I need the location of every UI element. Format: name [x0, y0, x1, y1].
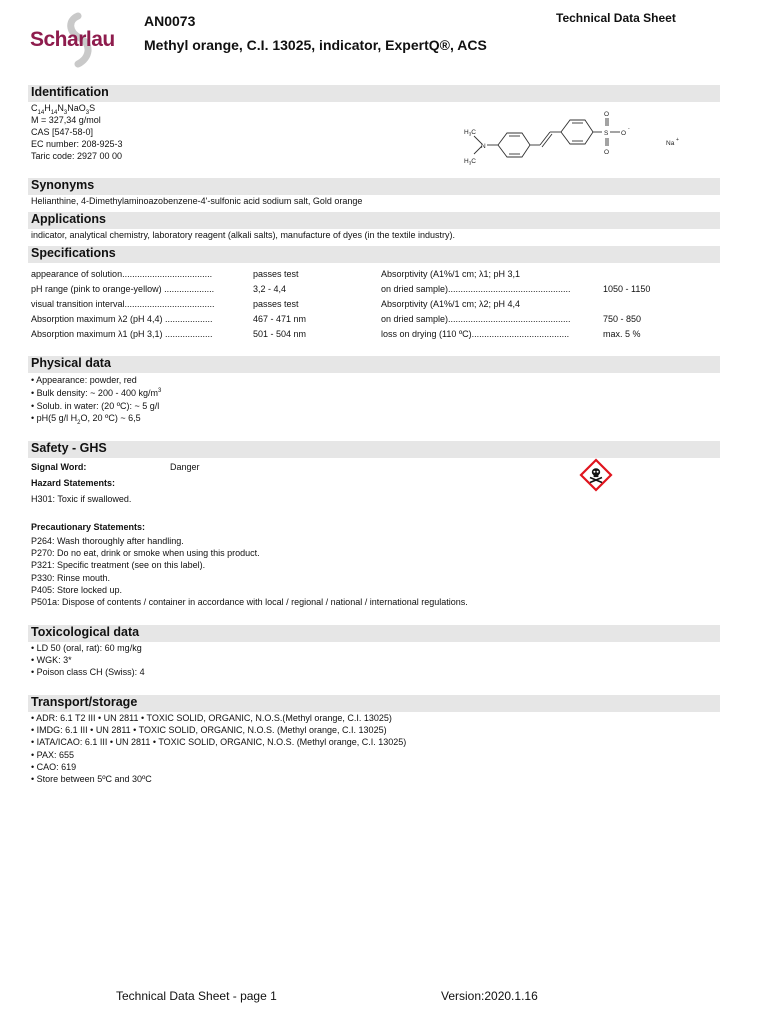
taric-code: Taric code: 2927 00 00	[31, 151, 123, 161]
list-item: P501a: Dispose of contents / container in accordance with local / regional / national / international regulations.	[31, 597, 468, 608]
list-item: P330: Rinse mouth.	[31, 572, 111, 583]
spec-label: on dried sample).................................................	[381, 314, 571, 324]
spec-value: max. 5 %	[603, 329, 641, 339]
document-type: Technical Data Sheet	[556, 11, 676, 25]
list-item: • WGK: 3*	[31, 655, 72, 666]
spec-label: Absorptivity (A1%/1 cm; λ1; pH 3,1	[381, 269, 521, 279]
label-plus: +	[676, 137, 679, 143]
list-item: • LD 50 (oral, rat): 60 mg/kg	[31, 643, 142, 653]
molecular-formula: $C_{14}H_{14}N_3NaO_3S$	[31, 103, 96, 116]
ghs-skull-crossbones-icon	[579, 458, 613, 492]
section-title: Specifications	[31, 246, 116, 260]
spec-value: 501 - 504 nm	[253, 329, 307, 339]
list-item: P405: Store locked up.	[31, 584, 123, 595]
list-item: P264: Wash thoroughly after handling.	[31, 536, 184, 546]
toxicological-list	[31, 642, 145, 679]
section-physical-data	[28, 356, 720, 373]
label-n: N	[481, 143, 486, 150]
section-title: Synonyms	[31, 178, 95, 192]
label-h3c: H	[464, 158, 469, 165]
section-toxicological-data	[28, 625, 720, 642]
section-title: Identification	[31, 85, 109, 99]
section-synonyms	[28, 178, 720, 195]
signal-word-label: Signal Word:	[31, 462, 87, 472]
scharlau-logo	[30, 12, 132, 68]
hazard-statements	[31, 493, 131, 505]
label-na: Na	[666, 140, 675, 147]
transport-list	[31, 712, 406, 785]
chemical-structure	[460, 104, 720, 170]
list-item: • PAX: 655	[31, 749, 75, 760]
label-o: O	[621, 130, 627, 137]
precautionary-statements-label: Precautionary Statements:	[31, 522, 146, 532]
ec-number: EC number: 208-925-3	[31, 139, 123, 149]
physical-bulk-density: • Bulk density: ~ 200 - 400 $kg/m^3$	[31, 388, 162, 398]
physical-ph: • pH(5 g/l $H_2O$, 20 ºC) ~ 6,5	[31, 413, 141, 426]
list-item: • IMDG: 6.1 III • UN 2811 • TOXIC SOLID, ORGANIC, N.O.S. (Methyl orange, C.I. 13025)	[31, 725, 387, 736]
spec-value: passes test	[253, 299, 299, 309]
section-safety-ghs	[28, 441, 720, 458]
spec-label: pH range (pink to orange-yellow) ....................	[31, 284, 215, 294]
spec-value: 467 - 471 nm	[253, 314, 307, 324]
spec-label: Absorptivity (A1%/1 cm; λ2; pH 4,4	[381, 299, 521, 309]
precautionary-statements	[31, 535, 468, 608]
physical-appearance: • Appearance: powder, red	[31, 375, 137, 385]
label-o: O	[604, 111, 610, 118]
physical-solubility: • Solub. in water: (20 ºC): ~ 5 g/l	[31, 401, 160, 411]
applications-text: indicator, analytical chemistry, laboratory reagent (alkali salts), manufacture of dyes (in the textile industry).	[31, 230, 456, 240]
spec-value: 3,2 - 4,4	[253, 284, 287, 294]
synonyms-text: Helianthine, 4-Dimethylaminoazobenzene-4'-sulfonic acid sodium salt, Gold orange	[31, 196, 363, 206]
list-item: • CAO: 619	[31, 761, 77, 772]
section-title: Physical data	[31, 356, 111, 370]
cas-number: CAS [547-58-0]	[31, 127, 94, 137]
label-minus: -	[628, 126, 630, 132]
spec-value: passes test	[253, 269, 299, 279]
brand-name: Scharlau	[30, 28, 115, 51]
section-applications	[28, 212, 720, 229]
spec-label: appearance of solution....................................	[31, 269, 213, 279]
spec-value: 1050 - 1150	[603, 284, 651, 294]
section-title: Transport/storage	[31, 695, 138, 709]
signal-word-value: Danger	[170, 462, 200, 472]
spec-label: visual transition interval....................................	[31, 299, 215, 309]
list-item: • Poison class CH (Swiss): 4	[31, 667, 145, 678]
label-s: S	[604, 130, 609, 137]
list-item: • ADR: 6.1 T2 III • UN 2811 • TOXIC SOLID, ORGANIC, N.O.S.(Methyl orange, C.I. 13025)	[31, 713, 392, 723]
list-item: H301: Toxic if swallowed.	[31, 494, 132, 504]
section-title: Toxicological data	[31, 625, 140, 639]
list-item: P270: Do no eat, drink or smoke when using this product.	[31, 548, 260, 559]
spec-label: loss on drying (110 ºC).......................................	[381, 329, 570, 339]
section-specifications	[28, 246, 720, 263]
section-title: Safety - GHS	[31, 441, 107, 455]
list-item: P321: Specific treatment (see on this label).	[31, 560, 206, 571]
label-o: O	[604, 149, 610, 156]
section-transport-storage	[28, 695, 720, 712]
section-identification	[28, 85, 720, 102]
product-name: Methyl orange, C.I. 13025, indicator, ExpertQ®, ACS	[144, 37, 487, 53]
spec-label: Absorption maximum λ1 (pH 3,1) ...................	[31, 329, 213, 339]
footer-version: Version:2020.1.16	[441, 989, 538, 1003]
spec-label: on dried sample).................................................	[381, 284, 571, 294]
spec-value: 750 - 850	[603, 314, 642, 324]
list-item: • Store between 5ºC and 30ºC	[31, 774, 152, 785]
product-code: AN0073	[144, 13, 196, 29]
hazard-statements-label: Hazard Statements:	[31, 478, 116, 488]
footer-page: Technical Data Sheet - page 1	[116, 989, 277, 1003]
label-h3c: H	[464, 129, 469, 136]
section-title: Applications	[31, 212, 107, 226]
svg-text:H3C: $H_3C$	[464, 129, 476, 137]
list-item: • IATA/ICAO: 6.1 III • UN 2811 • TOXIC SOLID, ORGANIC, N.O.S. (Methyl orange, C.I. 13025)	[31, 737, 407, 748]
svg-text:H3C: $H_3C$	[464, 158, 476, 166]
molar-mass: M = 327,34 g/mol	[31, 115, 101, 125]
spec-label: Absorption maximum λ2 (pH 4,4) ...................	[31, 314, 213, 324]
